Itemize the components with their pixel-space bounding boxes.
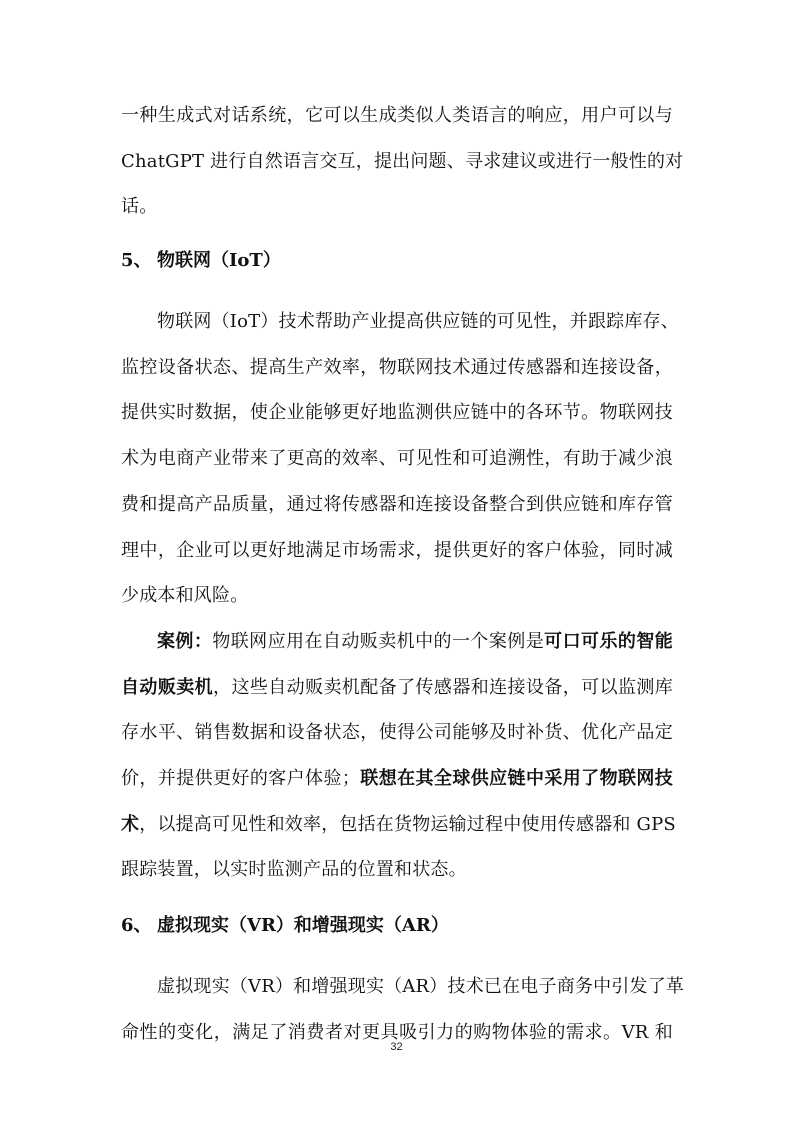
paragraph-line: 术为电商产业带来了更高的效率、可见性和可追溯性，有助于减少浪 [121, 448, 673, 469]
paragraph-line: 监控设备状态、提高生产效率，物联网技术通过传感器和连接设备， [121, 357, 673, 378]
page-number: 32 [390, 1041, 403, 1053]
paragraph-line: 少成本和风险。 [121, 585, 249, 606]
case-line [121, 814, 676, 836]
case-text: 物联网应用在自动贩卖机中的一个案例是 [212, 631, 545, 652]
section-heading-6 [121, 915, 449, 937]
section-heading-5 [121, 250, 281, 272]
paragraph-line: 物联网（IoT）技术帮助产业提高供应链的可见性，并跟踪库存、 [157, 311, 679, 332]
paragraph-line: 命性的变化，满足了消费者对更具吸引力的购物体验的需求。VR 和 [121, 1022, 673, 1043]
paragraph-line: 理中，企业可以更好地满足市场需求，提供更好的客户体验，同时减 [121, 540, 673, 561]
paragraph-line: 一种生成式对话系统，它可以生成类似人类语言的响应，用户可以与 [121, 105, 673, 126]
case-highlight: 联想在其全球供应链中采用了物联网技 [360, 768, 673, 789]
case-line: 存水平、销售数据和设备状态，使得公司能够及时补货、优化产品定 [121, 722, 673, 743]
paragraph-line: 费和提高产品质量，通过将传感器和连接设备整合到供应链和库存管 [121, 494, 673, 515]
case-line [121, 768, 673, 790]
case-line: 跟踪装置，以实时监测产品的位置和状态。 [121, 859, 467, 880]
case-line [157, 631, 673, 653]
case-text: 价，并提供更好的客户体验； [121, 768, 361, 789]
section-title: 虚拟现实（VR）和增强现实（AR） [157, 915, 449, 936]
case-label: 案例： [157, 631, 213, 652]
paragraph-line: 话。 [121, 196, 158, 217]
case-highlight: 自动贩卖机 [121, 677, 214, 698]
section-number: 6、 [121, 915, 152, 936]
paragraph-line: ChatGPT 进行自然语言交互，提出问题、寻求建议或进行一般性的对 [121, 151, 684, 172]
section-number: 5、 [121, 250, 152, 271]
case-text: ，这些自动贩卖机配备了传感器和连接设备，可以监测库 [213, 677, 674, 698]
case-highlight: 可口可乐的智能 [544, 631, 673, 652]
case-highlight: 术 [121, 814, 140, 835]
paragraph-line: 提供实时数据，使企业能够更好地监测供应链中的各环节。物联网技 [121, 402, 673, 423]
case-text: ，以提高可见性和效率，包括在货物运输过程中使用传感器和 GPS [139, 814, 676, 835]
case-line [121, 677, 673, 699]
paragraph-line: 虚拟现实（VR）和增强现实（AR）技术已在电子商务中引发了革 [157, 976, 685, 997]
section-title: 物联网（IoT） [157, 250, 281, 271]
